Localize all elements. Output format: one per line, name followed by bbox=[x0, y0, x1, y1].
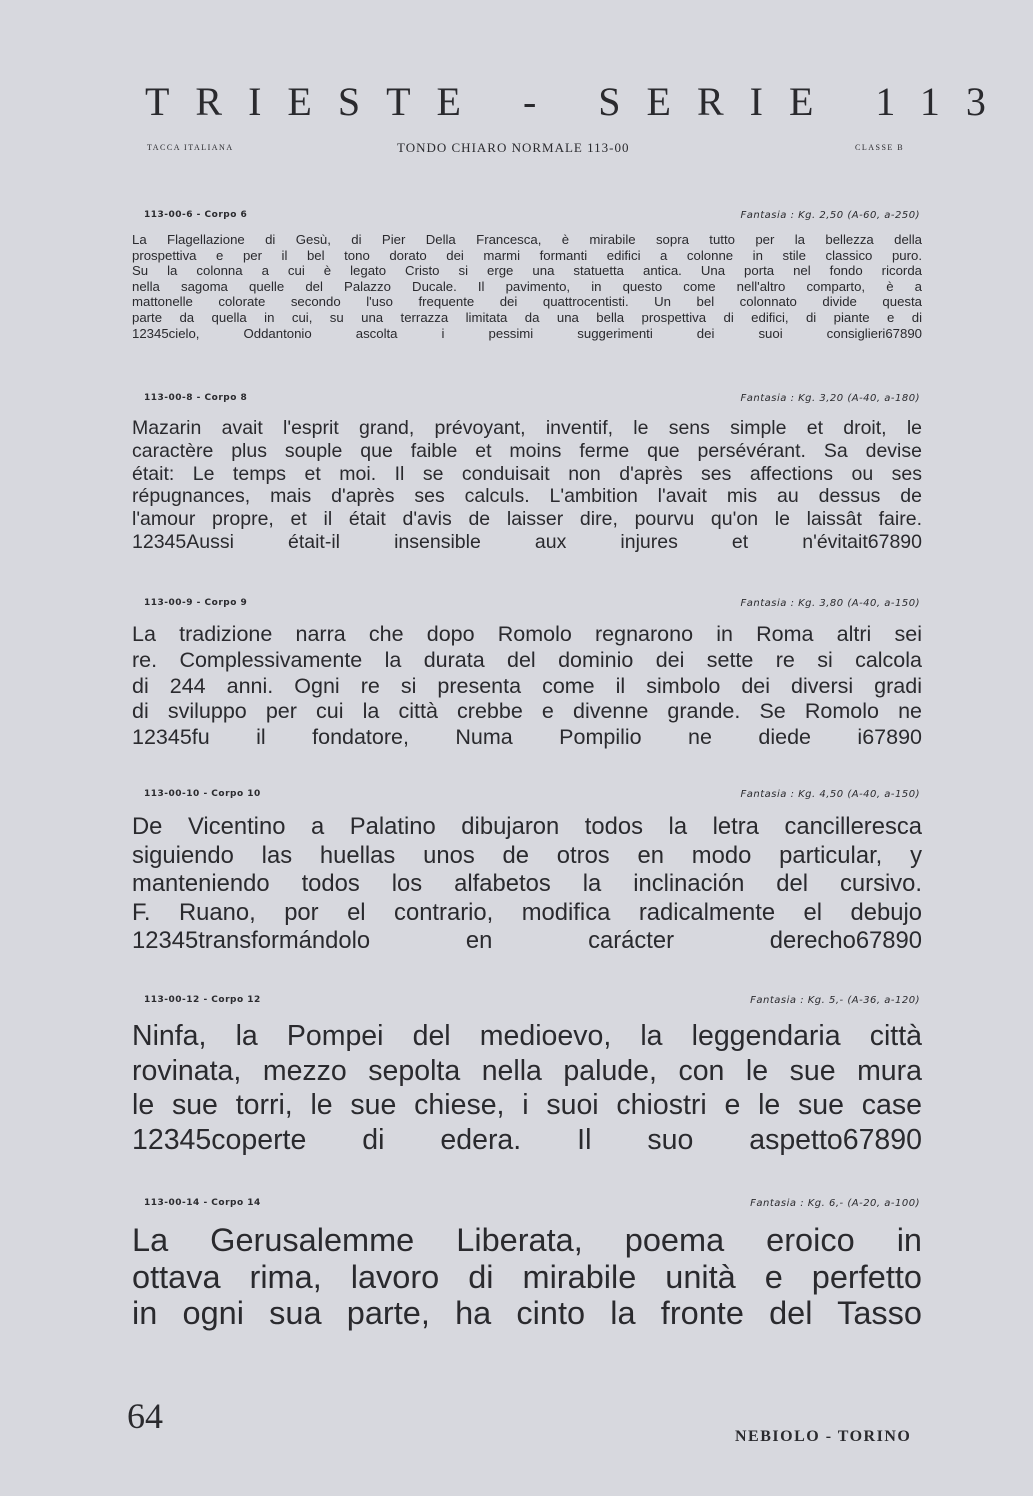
specimen-line: De Vicentino a Palatino dibujaron todos la letra cancilleresca bbox=[132, 813, 922, 840]
specimen-line: prospettiva e per il bel tono dorato dei marmi formanti edifici a colonne in stile classico puro. bbox=[132, 247, 922, 263]
specimen-block bbox=[132, 995, 922, 1157]
page-number: 64 bbox=[127, 1396, 163, 1436]
specimen-text bbox=[132, 1019, 922, 1157]
specimen-line: le sue torri, le sue chiese, i suoi chiostri e le sue case bbox=[132, 1089, 922, 1121]
specimen-line: La Gerusalemme Liberata, poema eroico in bbox=[132, 1222, 922, 1258]
specimen-code: 113-00-14 - Corpo 14 bbox=[144, 1198, 261, 1208]
subhead-center: TONDO CHIARO NORMALE 113-00 bbox=[397, 140, 630, 155]
specimen-block bbox=[132, 210, 922, 341]
subhead-right: CLASSE B bbox=[855, 143, 905, 152]
number-row-middle: Aussi était-il insensible aux injures et n'évitait bbox=[186, 530, 868, 553]
specimen-line: La tradizione narra che dopo Romolo regnarono in Roma altri sei bbox=[132, 622, 922, 646]
specimen-line: siguiendo las huellas unos de otros en modo particular, y bbox=[132, 841, 922, 869]
subhead-left: TACCA ITALIANA bbox=[147, 143, 234, 152]
specimen-line: Su la colonna a cui è legato Cristo si erge una statuetta antica. Una porta nel fondo ricorda bbox=[132, 263, 922, 279]
number-row-middle: fu il fondatore, Numa Pompilio ne diede i bbox=[191, 725, 863, 750]
specimen-header bbox=[132, 210, 922, 226]
specimen-number-row bbox=[132, 326, 922, 342]
specimen-fantasia: Fantasia : Kg. 2,50 (A-60, a-250) bbox=[740, 210, 920, 221]
specimen-text bbox=[132, 417, 922, 554]
specimen-line: Ninfa, la Pompei del medioevo, la leggendaria città bbox=[132, 1020, 922, 1052]
number-row-middle: cielo, Oddantonio ascolta i pessimi suggerimenti dei suoi consiglieri bbox=[168, 325, 886, 341]
specimen-code: 113-00-8 - Corpo 8 bbox=[144, 393, 248, 403]
number-row-left: 12345 bbox=[132, 1123, 212, 1156]
specimen-header bbox=[132, 598, 922, 614]
number-row-middle: transformándolo en carácter derecho bbox=[198, 927, 856, 954]
number-row-left: 12345 bbox=[132, 725, 192, 750]
specimen-number-row bbox=[132, 1123, 922, 1158]
specimen-fantasia: Fantasia : Kg. 4,50 (A-40, a-150) bbox=[740, 789, 920, 800]
specimen-line: mattonelle colorate secondo l'uso frequente dei quattrocentisti. Un bel colonnato divide questa bbox=[132, 294, 922, 310]
number-row-left: 12345 bbox=[132, 530, 187, 553]
number-row-right: 67890 bbox=[842, 1123, 922, 1156]
specimen-line: Mazarin avait l'esprit grand, prévoyant, inventif, le sens simple et droit, le bbox=[132, 417, 922, 439]
specimen-line: F. Ruano, por el contrario, modifica radicalmente el debujo bbox=[132, 898, 922, 926]
specimen-block bbox=[132, 1198, 922, 1332]
specimen-block bbox=[132, 393, 922, 554]
specimen-line: di 244 anni. Ogni re si presenta come il simbolo dei diversi gradi bbox=[132, 673, 922, 698]
specimen-line: était: Le temps et moi. Il se conduisait non d'après ses affections ou ses bbox=[132, 462, 922, 485]
specimen-line: manteniendo todos los alfabetos la inclinación del cursivo. bbox=[132, 870, 922, 897]
specimen-header bbox=[132, 1198, 922, 1214]
specimen-line: l'amour propre, et il était d'avis de laisser dire, pourvu qu'on le laissât faire. bbox=[132, 508, 922, 531]
number-row-left: 12345 bbox=[132, 927, 199, 954]
specimen-text bbox=[132, 813, 922, 956]
number-row-right: 67890 bbox=[855, 927, 922, 954]
specimen-line: di sviluppo per cui la città crebbe e divenne grande. Se Romolo ne bbox=[132, 699, 922, 724]
specimen-fantasia: Fantasia : Kg. 5,- (A-36, a-120) bbox=[750, 995, 920, 1006]
specimen-line: caractère plus souple que faible et moins ferme que persévérant. Sa devise bbox=[132, 439, 922, 462]
specimen-code: 113-00-9 - Corpo 9 bbox=[144, 598, 248, 608]
specimen-header bbox=[132, 393, 922, 409]
specimen-fantasia: Fantasia : Kg. 6,- (A-20, a-100) bbox=[750, 1198, 920, 1209]
specimen-code: 113-00-10 - Corpo 10 bbox=[144, 789, 261, 799]
number-row-left: 12345 bbox=[132, 325, 169, 341]
specimen-line: La Flagellazione di Gesù, di Pier Della Francesca, è mirabile sopra tutto per la bellezza della bbox=[132, 232, 922, 247]
specimen-line: re. Complessivamente la durata del dominio dei sette re si calcola bbox=[132, 647, 922, 672]
specimen-text bbox=[132, 622, 922, 751]
specimen-text bbox=[132, 232, 922, 341]
number-row-middle: coperte di edera. Il suo aspetto bbox=[211, 1123, 843, 1156]
specimen-line: parte da quella in cui, su una terrazza limitata da una bella prospettiva di edifici, di piante e di bbox=[132, 309, 922, 325]
number-row-right: 67890 bbox=[885, 325, 922, 341]
specimen-line: répugnances, mais d'après ses calculs. L'ambition l'avait mis au dessus de bbox=[132, 485, 922, 508]
specimen-fantasia: Fantasia : Kg. 3,20 (A-40, a-180) bbox=[740, 393, 920, 404]
specimen-number-row bbox=[132, 927, 922, 956]
specimen-code: 113-00-6 - Corpo 6 bbox=[144, 210, 248, 220]
specimen-header bbox=[132, 789, 922, 805]
specimen-line: nella sagoma quelle del Palazzo Ducale. Il pavimento, in questo come nell'altro comparto, è a bbox=[132, 278, 922, 294]
specimen-header bbox=[132, 995, 922, 1011]
footer-brand: NEBIOLO - TORINO bbox=[735, 1428, 912, 1445]
page-title: TRIESTE - SERIE 113 bbox=[145, 79, 1012, 124]
specimen-line: rovinata, mezzo sepolta nella palude, con le sue mura bbox=[132, 1054, 922, 1087]
number-row-right: 67890 bbox=[867, 530, 922, 553]
specimen-code: 113-00-12 - Corpo 12 bbox=[144, 995, 261, 1005]
specimen-line: in ogni sua parte, ha cinto la fronte del Tasso bbox=[132, 1295, 922, 1331]
specimen-text bbox=[132, 1222, 922, 1332]
specimen-line: ottava rima, lavoro di mirabile unità e perfetto bbox=[132, 1258, 922, 1295]
specimen-number-row bbox=[132, 725, 922, 751]
specimen-number-row bbox=[132, 531, 922, 554]
specimen-block bbox=[132, 789, 922, 956]
specimen-fantasia: Fantasia : Kg. 3,80 (A-40, a-150) bbox=[740, 598, 920, 609]
number-row-right: 67890 bbox=[862, 725, 922, 750]
specimen-block bbox=[132, 598, 922, 751]
